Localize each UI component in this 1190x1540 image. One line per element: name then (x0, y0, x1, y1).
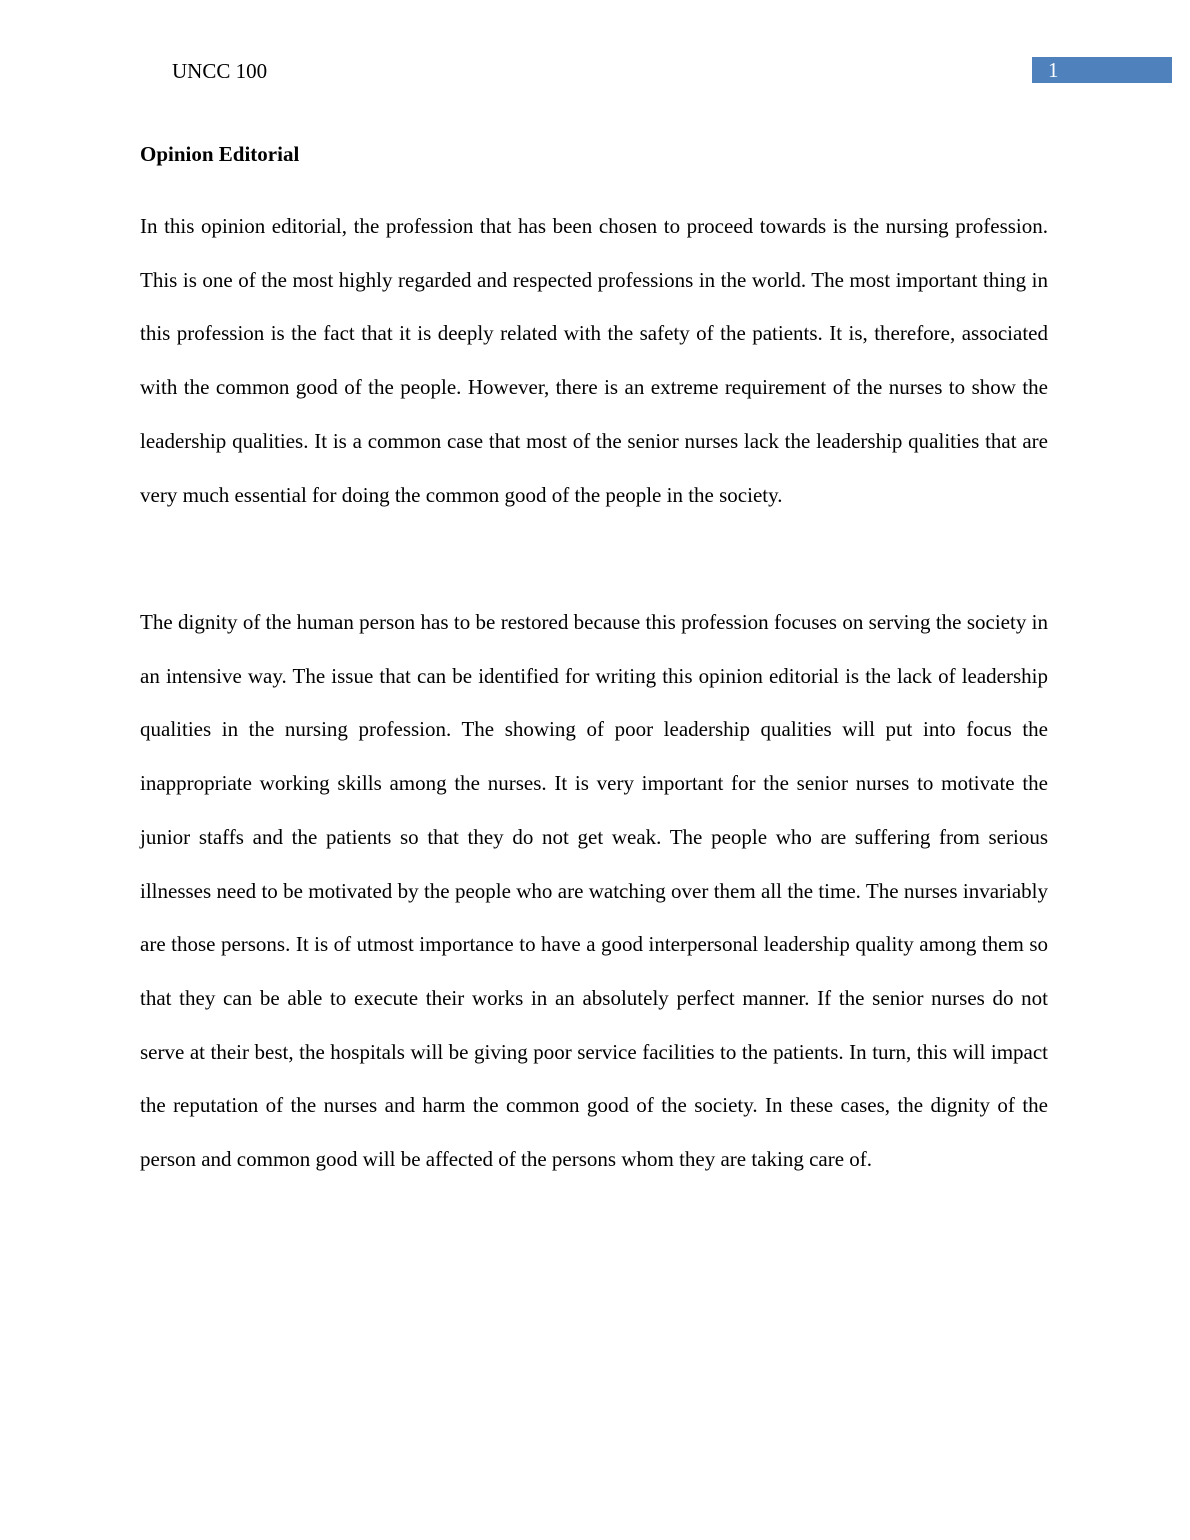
body-paragraph: In this opinion editorial, the profession that has been chosen to proceed towards is the nursing profession. This is one of the most highly regarded and respected professions in the world. The most important thing in this profession is the fact that it is deeply related with the safety of the patients. It is, therefore, associated with the common good of the people. However, there is an extreme requirement of the nurses to show the leadership qualities. It is a common case that most of the senior nurses lack the leadership qualities that are very much essential for doing the common good of the people in the society. (140, 214, 1048, 507)
document-title: Opinion Editorial (140, 142, 300, 166)
page-number-box (1032, 57, 1172, 83)
page-number: 1 (1048, 58, 1059, 82)
header-course-code: UNCC 100 (172, 59, 268, 83)
body-paragraph: The dignity of the human person has to be restored because this profession focuses on serving the society in an intensive way. The issue that can be identified for writing this opinion editorial is the lack of leadership qualities in the nursing profession. The showing of poor leadership qualities will put into focus the inappropriate working skills among the nurses. It is very important for the senior nurses to motivate the junior staffs and the patients so that they do not get weak. The people who are suffering from serious illnesses need to be motivated by the people who are watching over them all the time. The nurses invariably are those persons. It is of utmost importance to have a good interpersonal leadership quality among them so that they can be able to execute their works in an absolutely perfect manner. If the senior nurses do not serve at their best, the hospitals will be giving poor service facilities to the patients. In turn, this will impact the reputation of the nurses and harm the common good of the society. In these cases, the dignity of the person and common good will be affected of the persons whom they are taking care of. (140, 610, 1048, 1172)
